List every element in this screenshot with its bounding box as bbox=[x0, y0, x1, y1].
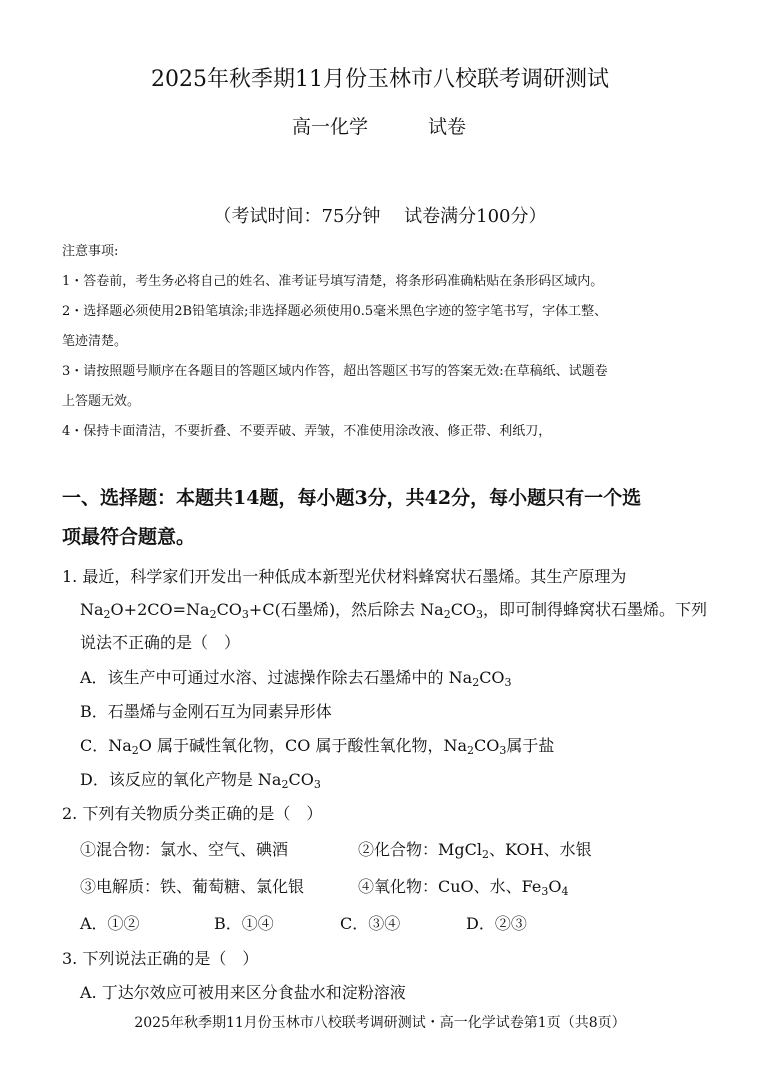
q2-item-4: ④氧化物：CuO、水、$Fe_3O_4$ bbox=[358, 877, 569, 898]
note-2: 2・选择题必须使用2B铅笔填涂;非选择题必须使用0.5毫米黑色字迹的签字笔书写，字体工整、 bbox=[62, 304, 608, 319]
notes-heading: 注意事项: bbox=[62, 244, 119, 259]
q2-option-c: C．③④ bbox=[340, 914, 401, 933]
exam-title: 2025年秋季期11月份玉林市八校联考调研测试 bbox=[151, 67, 609, 92]
q1-option-a: A．该生产中可通过水溶、过滤操作除去石墨烯中的 $Na_2CO_3$ bbox=[80, 668, 512, 689]
q2-item-1: ①混合物：氯水、空气、碘酒 bbox=[80, 840, 289, 859]
q1-stem: 1. 最近，科学家们开发出一种低成本新型光伏材料蜂窝状石墨烯。其生产原理为 bbox=[62, 567, 627, 586]
q2-option-a: A．①② bbox=[80, 914, 140, 933]
q1-equation-line: $Na_2O+2CO=Na_2CO_3+C$(石墨烯)，然后除去 $Na_2CO_3$，即可制得蜂窝状石墨烯。下列 bbox=[80, 600, 708, 621]
note-3-cont: 上答题无效。 bbox=[62, 394, 141, 409]
note-2-cont: 笔迹清楚。 bbox=[62, 334, 128, 349]
paper-label: 试卷 bbox=[428, 116, 467, 138]
note-1: 1・答卷前，考生务必将自己的姓名、准考证号填写清楚，将条形码准确粘贴在条形码区域内。 bbox=[62, 274, 604, 289]
exam-info: （考试时间：75分钟 试卷满分100分） bbox=[213, 206, 547, 227]
q2-item-3: ③电解质：铁、葡萄糖、氯化银 bbox=[80, 877, 305, 896]
q3-option-a: A. 丁达尔效应可被用来区分食盐水和淀粉溶液 bbox=[80, 983, 406, 1002]
q1-stem-end: 说法不正确的是（ ） bbox=[80, 633, 241, 652]
q2-stem: 2. 下列有关物质分类正确的是（ ） bbox=[62, 804, 323, 823]
q2-option-d: D．②③ bbox=[466, 914, 527, 933]
subject-label: 高一化学 bbox=[292, 116, 369, 138]
q1-option-c: C．$Na_2O$ 属于碱性氧化物，CO 属于酸性氧化物，$Na_2CO_3$属于盐 bbox=[80, 736, 555, 757]
q2-option-b: B．①④ bbox=[214, 914, 274, 933]
page-footer: 2025年秋季期11月份玉林市八校联考调研测试・高一化学试卷第1页（共8页） bbox=[134, 1015, 626, 1031]
note-3: 3・请按照题号顺序在各题目的答题区域内作答，超出答题区书写的答案无效:在草稿纸、试题卷 bbox=[62, 364, 608, 379]
q2-item-2: ②化合物：MgCl$_2$、KOH、水银 bbox=[358, 840, 592, 861]
section-heading-cont: 项最符合题意。 bbox=[62, 526, 196, 548]
q1-option-d: D．该反应的氧化产物是 $Na_2CO_3$ bbox=[80, 770, 321, 791]
q3-stem: 3. 下列说法正确的是（ ） bbox=[62, 949, 259, 968]
note-4: 4・保持卡面清洁，不要折叠、不要弄破、弄皱，不准使用涂改液、修正带、利纸刀， bbox=[62, 424, 552, 439]
section-heading: 一、选择题：本题共14题，每小题3分，共42分，每小题只有一个选 bbox=[62, 487, 642, 509]
q1-option-b: B．石墨烯与金刚石互为同素异形体 bbox=[80, 702, 332, 721]
